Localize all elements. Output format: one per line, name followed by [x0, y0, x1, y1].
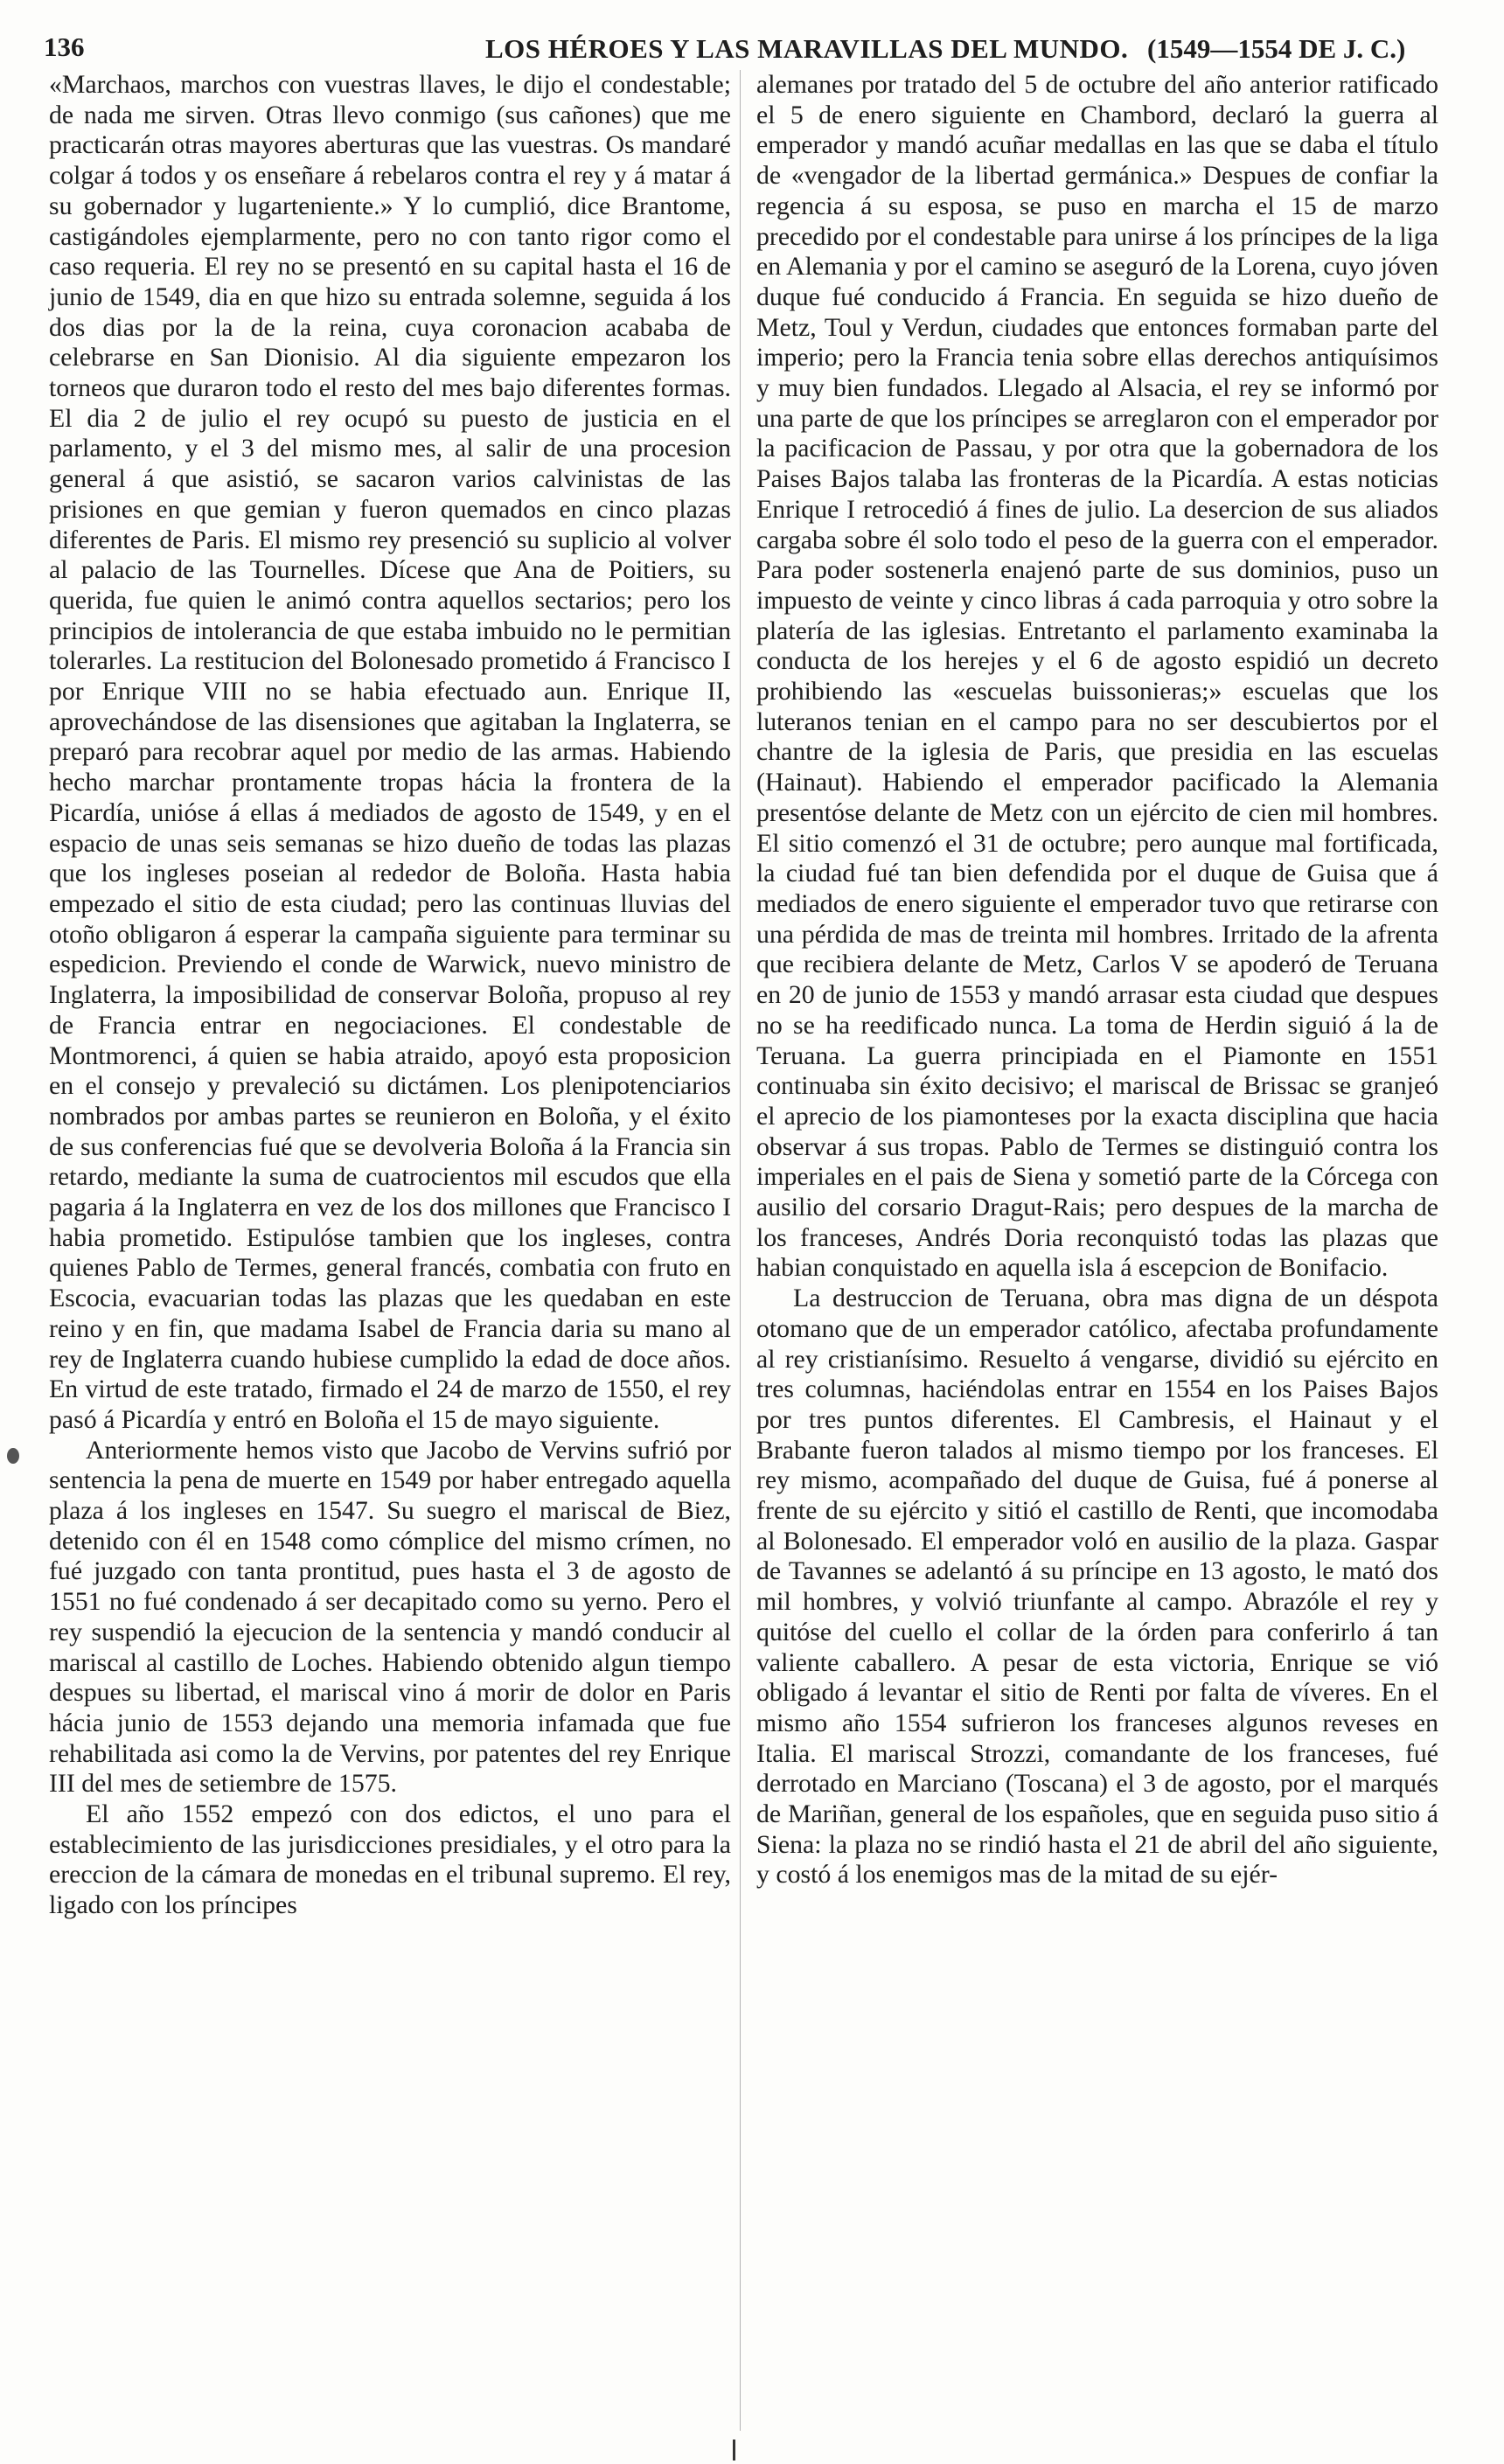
page-number: 136: [44, 31, 85, 62]
date-range: (1549—1554 DE J. C.): [1147, 33, 1406, 64]
paragraph-alemanes: alemanes por tratado del 5 de octubre del año anterior ratificado el 5 de enero siguiente en Chambord, declaró la guerra al emperador y mandó acuñar medallas en las que se daba el título de «vengador de la libertad germánica.» Despues de confiar la regencia á su esposa, se puso en marcha el 15 de marzo precedido por el condestable para unirse á los príncipes de la liga en Alemania y por el camino se aseguró de la Lorena, cuyo jóven duque fué conducido á Francia. En seguida se hizo dueño de Metz, Toul y Verdun, ciudades que entonces formaban parte del imperio; pero la Francia tenia sobre ellas derechos antiquísimos y muy bien fundados. Llegado al Alsacia, el rey se informó por una parte de que los príncipes se arreglaron con el emperador por la pacificacion de Passau, y por otra que la gobernadora de los Paises Bajos talaba las fronteras de la Picardía. A estas noticias Enrique I retrocedió á fines de julio. La desercion de sus aliados cargaba sobre él solo todo el peso de la guerra con el emperador. Para poder sostenerla enajenó parte de sus dominios, puso un impuesto de veinte y cinco libras á cada parroquia y otro sobre la platería de las iglesias. Entretanto el parlamento examinaba la conducta de los herejes y el 6 de agosto espidió un decreto prohibiendo las «escuelas buissonieras;» escuelas que los luteranos tenian en el campo para no ser descubiertos por el chantre de la iglesia de Paris, que presidia en las escuelas (Hainaut). Habiendo el emperador pacificado la Alemania presentóse delante de Metz con un ejército de cien mil hombres. El sitio comenzó el 31 de octubre; pero aunque mal fortificada, la ciudad fué tan bien defendida por el duque de Guisa que á mediados de enero siguiente el emperador tuvo que retirarse con una pérdida de mas de treinta mil hombres. Irritado de la afrenta que recibiera delante de Metz, Carlos V se apoderó de Teruana en 20 de junio de 1553 y mandó arrasar esta ciudad que despues no se ha reedificado nunca. La toma de Herdin siguió á la de Teruana. La guerra principiada en el Piamonte en 1551 continuaba sin éxito decisivo; el mariscal de Brissac se granjeó el aprecio de los piamonteses por la exacta disciplina que hacia observar á sus tropas. Pablo de Termes se distinguió contra los imperiales en el pais de Siena y sometió parte de la Córcega con ausilio del corsario Dragut-Rais; pero despues de la marcha de los franceses, Andrés Doria reconquistó todas las plazas que habian conquistado en aquella isla á escepcion de Bonifacio.: [756, 70, 1438, 1283]
running-header: [44, 31, 1460, 75]
right-column: [756, 70, 1438, 1890]
column-divider: [740, 70, 741, 2431]
paragraph-marchaos: «Marchaos, marchos con vuestras llaves, le dijo el condestable; de nada me sirven. Otras llevo conmigo (sus cañones) que me practicarán otras mayores aberturas que las vuestras. Os mandaré colgar á todos y os enseñare á rebelaros contra el rey y á matar á su gobernador y lugarteniente.» Y lo cumplió, dice Brantome, castigándoles ejemplarmente, pero no con tanto rigor como el caso requeria. El rey no se presentó en su capital hasta el 16 de junio de 1549, dia en que hizo su entrada solemne, seguida á los dos dias por la de la reina, cuya coronacion acababa de celebrarse en San Dionisio. Al dia siguiente empezaron los torneos que duraron todo el resto del mes bajo diferentes formas. El dia 2 de julio el rey ocupó su puesto de justicia en el parlamento, y el 3 del mismo mes, al salir de una procesion general á que asistió, se sacaron varios calvinistas de las prisiones en que gemian y fueron quemados en cinco plazas diferentes de Paris. El mismo rey presenció su suplicio al volver al palacio de las Tournelles. Dícese que Ana de Poitiers, su querida, fue quien le animó contra aquellos sectarios; pero los principios de intolerancia de que estaba imbuido no le permitian tolerarles. La restitucion del Bolonesado prometido á Francisco I por Enrique VIII no se habia efectuado aun. Enrique II, aprovechándose de las disensiones que agitaban la Inglaterra, se preparó para recobrar aquel por medio de las armas. Habiendo hecho marchar prontamente tropas hácia la frontera de la Picardía, unióse á ellas á mediados de agosto de 1549, y en el espacio de unas seis semanas se hizo dueño de todas las plazas que los ingleses poseian al rededor de Boloña. Hasta habia empezado el sitio de esta ciudad; pero las continuas lluvias del otoño obligaron á esperar la campaña siguiente para terminar su espedicion. Previendo el conde de Warwick, nuevo ministro de Inglaterra, la imposibilidad de conservar Boloña, propuso al rey de Francia entrar en negociaciones. El condestable de Montmorenci, á quien se habia atraido, apoyó esta proposicion en el consejo y prevaleció su dictámen. Los plenipotenciarios nombrados por ambas partes se reunieron en Boloña, y el éxito de sus conferencias fué que se devolveria Boloña á la Francia sin retardo, mediante la suma de cuatrocientos mil escudos que ella pagaria á la Inglaterra en vez de los dos millones que Francisco I habia prometido. Estipulóse tambien que los ingleses, contra quienes Pablo de Termes, general francés, combatia con fruto en Escocia, evacuarian todas las plazas que les quedaban en este reino y en fin, que madama Isabel de Francia daria su mano al rey de Inglaterra cuando hubiese cumplido la edad de doce años. En virtud de este tratado, firmado el 24 de marzo de 1550, el rey pasó á Picardía y entró en Boloña el 15 de mayo siguiente.: [49, 70, 731, 1434]
paragraph-1552: El año 1552 empezó con dos edictos, el uno para el establecimiento de las jurisdicciones presidiales, y el otro para la ereccion de la cámara de monedas en el tribunal supremo. El rey, ligado con los príncipes: [49, 1799, 731, 1920]
paragraph-teruana: La destruccion de Teruana, obra mas digna de un déspota otomano que de un emperador católico, afectaba profundamente al rey cristianísimo. Resuelto á vengarse, dividió su ejército en tres columnas, haciéndolas entrar en 1554 en los Paises Bajos por tres puntos diferentes. El Cambresis, el Hainaut y el Brabante fueron talados al mismo tiempo por los franceses. El rey mismo, acompañado del duque de Guisa, fué á ponerse al frente de su ejército y sitió el castillo de Renti, que incomodaba al Bolonesado. El emperador voló en ausilio de la plaza. Gaspar de Tavannes se adelantó á su príncipe en 13 agosto, le mató dos mil hombres, y volvió triunfante al campo. Abrazóle el rey y quitóse del cuello el collar de la órden para conferirlo á tan valiente caballero. A pesar de esta victoria, Enrique se vió obligado á levantar el sitio de Renti por falta de víveres. En el mismo año 1554 sufrieron los franceses algunos reveses en Italia. El mariscal Strozzi, comandante de los franceses, fué derrotado en Marciano (Toscana) el 3 de agosto, por el marqués de Mariñan, general de los españoles, que en seguida puso sitio á Siena: la plaza no se rindió hasta el 21 de abril del año siguiente, y costó á los enemigos mas de la mitad de su ejér-: [756, 1284, 1438, 1890]
left-column: [49, 70, 731, 1921]
margin-tick-mark: [733, 2440, 735, 2461]
margin-ink-spot: [7, 1448, 19, 1464]
running-title: LOS HÉROES Y LAS MARAVILLAS DEL MUNDO.: [485, 33, 1129, 64]
paragraph-vervins: Anteriormente hemos visto que Jacobo de Vervins sufrió por sentencia la pena de muerte en 1549 por haber entregado aquella plaza á los ingleses en 1547. Su suegro el mariscal de Biez, detenido con él en 1548 como cómplice del mismo crímen, no fué juzgado con tanta prontitud, pues hasta el 3 de agosto de 1551 no fué condenado á ser decapitado como su yerno. Pero el rey suspendió la ejecucion de la sentencia y mandó conducir al mariscal al castillo de Loches. Habiendo obtenido algun tiempo despues su libertad, el mariscal vino á morir de dolor en Paris hácia junio de 1553 dejando una memoria infamada que fue rehabilitada asi como la de Vervins, por patentes del rey Enrique III del mes de setiembre de 1575.: [49, 1435, 731, 1799]
